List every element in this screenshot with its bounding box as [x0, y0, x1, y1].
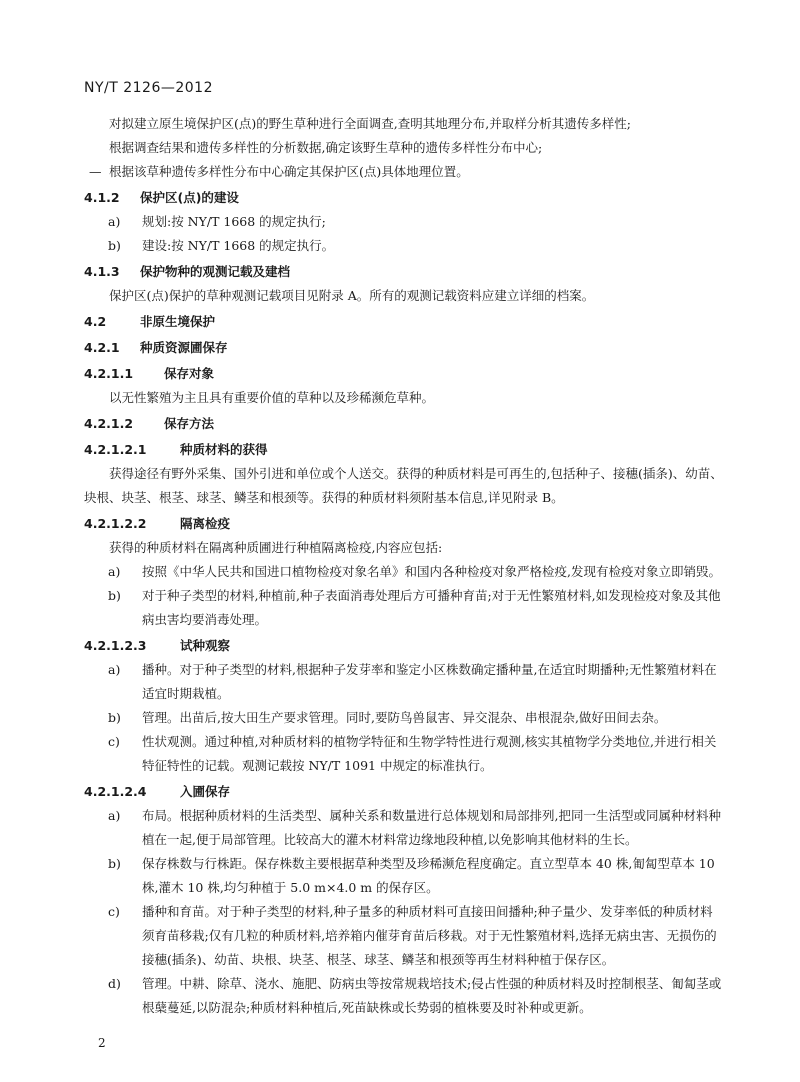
heading-number: 4.1.3	[84, 264, 120, 279]
dash-mark: —	[89, 164, 102, 179]
list-item	[84, 852, 724, 900]
item-label: b)	[108, 856, 121, 871]
list-item	[84, 658, 724, 706]
heading-title: 保护区(点)的建设	[140, 190, 239, 205]
item-label: a)	[108, 564, 121, 579]
paragraph-4-2-1-1: 以无性繁殖为主且具有重要价值的草种以及珍稀濒危草种。	[109, 390, 435, 405]
item-text: 保存株数与行株距。保存株数主要根据草种类型及珍稀濒危程度确定。直立型草本 40 株,匍匐型草本 10 株,灌木 10 株,均匀种植于 5.0 m×4.0 m 的保存区。	[142, 856, 715, 895]
heading-title: 试种观察	[180, 638, 231, 653]
paragraph-4-2-1-2-2: 获得的种质材料在隔离种质圃进行种植隔离检疫,内容应包括:	[109, 540, 443, 555]
intro-line-1: 对拟建立原生境保护区(点)的野生草种进行全面调查,查明其地理分布,并取样分析其遗传多样性;	[109, 116, 631, 131]
list-item	[84, 234, 724, 258]
item-label: a)	[108, 808, 121, 823]
heading-number: 4.2.1.2.3	[84, 638, 147, 653]
item-text: 管理。出苗后,按大田生产要求管理。同时,要防鸟兽鼠害、异交混杂、串根混杂,做好田间去杂。	[142, 710, 667, 725]
list-item	[84, 804, 724, 852]
item-text: 播种和育苗。对于种子类型的材料,种子量多的种质材料可直接田间播种;种子量少、发芽率低的种质材料须育苗移栽;仅有几粒的种质材料,培养箱内催芽育苗后移栽。对于无性繁殖材料,选择无病虫害、无损伤的接穗(插条)、幼苗、块根、块茎、根茎、球茎、鳞茎和根颈等再生材料种植于保存区。	[142, 904, 717, 967]
heading-title: 隔离检疫	[180, 516, 231, 531]
item-label: c)	[108, 734, 120, 749]
list-item	[84, 900, 724, 972]
item-text: 布局。根据种质材料的生活类型、属种关系和数量进行总体规划和局部排列,把同一生活型或同属种材料种植在一起,便于局部管理。比较高大的灌木材料常边缘地段种植,以免影响其他材料的生长。	[142, 808, 721, 847]
heading-title: 保存方法	[164, 416, 215, 431]
item-text: 建设:按 NY/T 1668 的规定执行。	[142, 238, 335, 253]
list-item	[84, 210, 724, 234]
item-label: b)	[108, 588, 121, 603]
item-text: 规划:按 NY/T 1668 的规定执行;	[142, 214, 326, 229]
standard-header: NY/T 2126—2012	[84, 80, 214, 96]
heading-4-2-1	[84, 336, 724, 360]
heading-number: 4.2.1.2.1	[84, 442, 147, 457]
item-text: 播种。对于种子类型的材料,根据种子发芽率和鉴定小区株数确定播种量,在适宜时期播种;无性繁殖材料在适宜时期栽植。	[142, 662, 717, 701]
heading-4-2	[84, 310, 724, 334]
list-item	[84, 706, 724, 730]
item-text: 管理。中耕、除草、浇水、施肥、防病虫等按常规栽培技术;侵占性强的种质材料及时控制根茎、匍匐茎或根蘖蔓延,以防混杂;种质材料种植后,死苗缺株或长势弱的植株要及时补种或更新。	[142, 976, 722, 1015]
heading-number: 4.2.1.2.4	[84, 784, 147, 799]
intro-dash-text: 根据该草种遗传多样性分布中心确定其保护区(点)具体地理位置。	[109, 164, 469, 179]
intro-line-2: 根据调查结果和遗传多样性的分析数据,确定该野生草种的遗传多样性分布中心;	[109, 140, 543, 155]
heading-number: 4.2.1	[84, 340, 120, 355]
heading-title: 种质资源圃保存	[140, 340, 228, 355]
heading-number: 4.2.1.1	[84, 366, 134, 381]
heading-4-2-1-2	[84, 412, 724, 436]
page-number: 2	[98, 1036, 106, 1050]
item-label: d)	[108, 976, 121, 991]
heading-4-1-3	[84, 260, 724, 284]
heading-number: 4.2.1.2.2	[84, 516, 147, 531]
item-label: b)	[108, 710, 121, 725]
heading-4-1-2	[84, 186, 724, 210]
paragraph-4-2-1-2-1: 获得途径有野外采集、国外引进和单位或个人送交。获得的种质材料是可再生的,包括种子、接穗(插条)、幼苗、块根、块茎、根茎、球茎、鳞茎和根颈等。获得的种质材料须附基本信息,详见附录 B。	[84, 466, 723, 505]
item-text: 性状观测。通过种植,对种质材料的植物学特征和生物学特性进行观测,核实其植物学分类地位,并进行相关特征特性的记载。观测记载按 NY/T 1091 中规定的标准执行。	[142, 734, 717, 773]
list-item	[84, 730, 724, 778]
item-label: a)	[108, 662, 121, 677]
heading-title: 保护物种的观测记载及建档	[140, 264, 291, 279]
heading-number: 4.1.2	[84, 190, 120, 205]
heading-title: 保存对象	[164, 366, 215, 381]
list-item	[84, 584, 724, 632]
heading-number: 4.2	[84, 314, 107, 329]
heading-4-2-1-2-4	[84, 780, 724, 804]
heading-4-2-1-1	[84, 362, 724, 386]
heading-4-2-1-2-3	[84, 634, 724, 658]
item-text: 对于种子类型的材料,种植前,种子表面消毒处理后方可播种育苗;对于无性繁殖材料,如发现检疫对象及其他病虫害均要消毒处理。	[142, 588, 721, 627]
item-label: c)	[108, 904, 120, 919]
document-body	[84, 112, 724, 1020]
heading-number: 4.2.1.2	[84, 416, 134, 431]
item-label: b)	[108, 238, 121, 253]
list-item	[84, 972, 724, 1020]
item-label: a)	[108, 214, 121, 229]
paragraph-4-1-3: 保护区(点)保护的草种观测记载项目见附录 A。所有的观测记载资料应建立详细的档案。	[109, 288, 595, 303]
intro-dash-line	[84, 160, 724, 184]
item-text: 按照《中华人民共和国进口植物检疫对象名单》和国内各种检疫对象严格检疫,发现有检疫对象立即销毁。	[142, 564, 721, 579]
heading-title: 种质材料的获得	[180, 442, 268, 457]
heading-4-2-1-2-2	[84, 512, 724, 536]
heading-4-2-1-2-1	[84, 438, 724, 462]
heading-title: 入圃保存	[180, 784, 231, 799]
heading-title: 非原生境保护	[140, 314, 216, 329]
list-item	[84, 560, 724, 584]
